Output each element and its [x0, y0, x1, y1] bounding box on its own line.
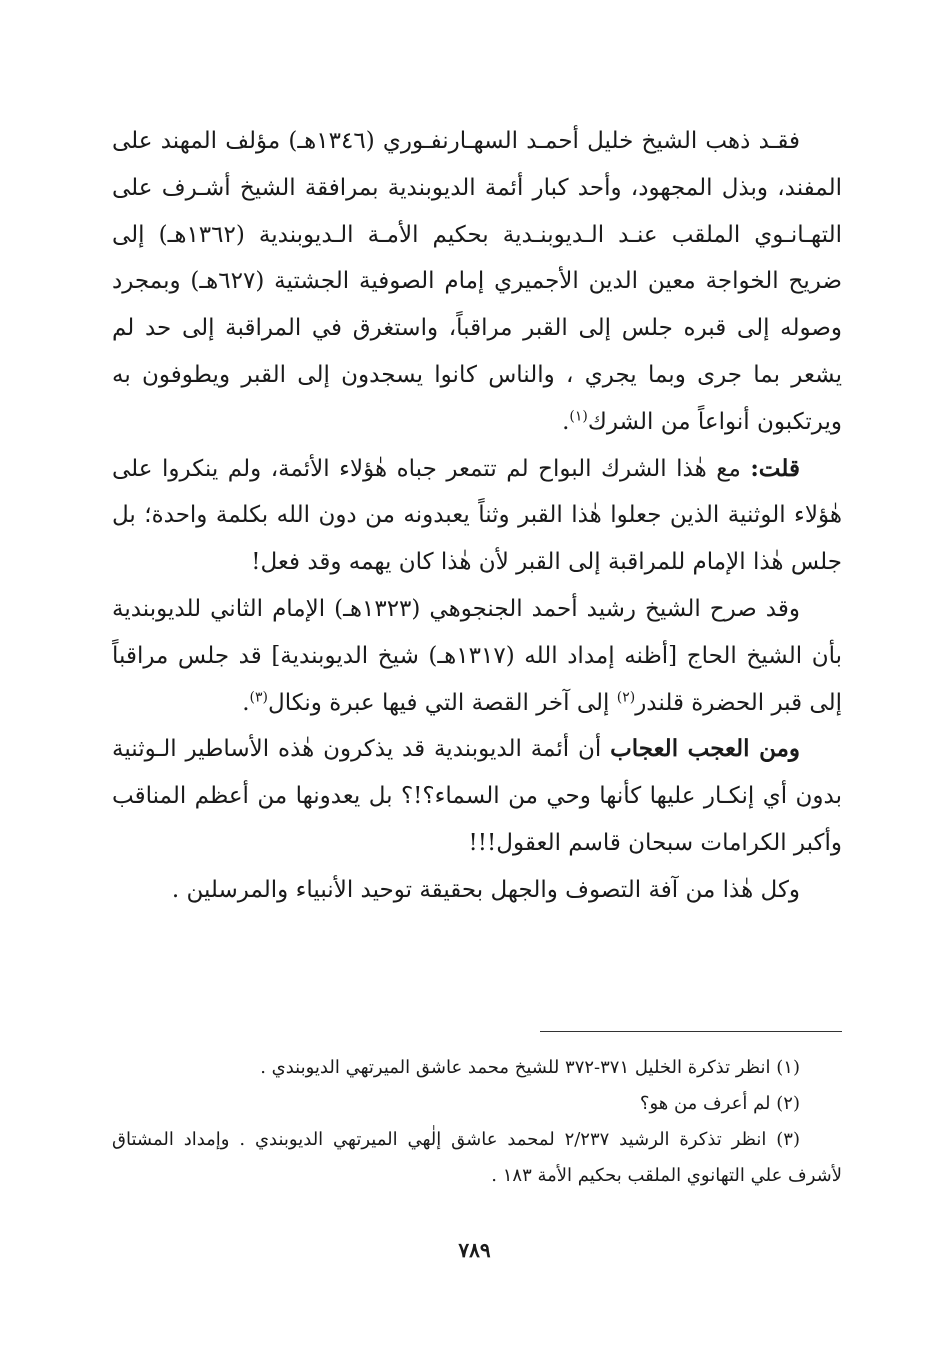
page-number: ٧٨٩ [458, 1238, 491, 1262]
paragraph-2-lead: قلت: [750, 454, 800, 482]
footnote-ref-2: (٢) [616, 688, 636, 705]
footnote-1: (١) انظر تذكرة الخليل ٣٧١-٣٧٢ للشيخ محمد عاشق الميرتهي الديوبندي . [260, 1057, 800, 1078]
paragraph-4-text: أن أئمة الديوبندية قد يذكرون هٰذه الأساطير الـوثنية بدون أي إنكـار عليها كأنها وحي من السماء؟!؟ بل يعدونها من أعظم المناقب وأكبر الكرامات سبحان قاسم العقول!!! [112, 736, 842, 856]
main-text [112, 118, 842, 914]
paragraph-3 [112, 586, 842, 726]
paragraph-1-end: . [562, 408, 570, 435]
footnote-2: (٢) لم أعرف من هو؟ [639, 1093, 800, 1114]
paragraph-2-text: مع هٰذا الشرك البواح لم تتمعر جباه هٰؤلاء الأئمة، ولم ينكروا على هٰؤلاء الوثنية الذين جعلوا هٰذا القبر وثناً يعبدونه من دون الله بكلمة واحدة؛ بل جلس هٰذا الإمام للمراقبة إلى القبر لأن هٰذا كان يهمه وقد فعل! [112, 455, 842, 576]
footnote-3: (٣) انظر تذكرة الرشيد ٢/٢٣٧ لمحمد عاشق إلٰهي الميرتهي الديوبندي . وإمداد المشتاق لأشرف علي التهانوي الملقب بحكيم الأمة ١٨٣ . [112, 1129, 842, 1186]
paragraph-1 [112, 118, 842, 446]
paragraph-2 [112, 446, 842, 586]
paragraph-3-middle: إلى آخر القصة التي فيها عبرة ونكال [267, 689, 617, 716]
footnote-ref-3: (٣) [249, 688, 268, 705]
footnote-divider [540, 1031, 842, 1032]
paragraph-4-lead: ومن العجب العجاب [610, 735, 801, 763]
paragraph-4 [112, 726, 842, 866]
paragraph-5 [112, 867, 842, 914]
footnote-ref-1: (١) [569, 408, 588, 425]
paragraph-1-text: فقـد ذهب الشيخ خليل أحمـد السهـارنفـوري (١٣٤٦هـ) مؤلف المهند على المفند، وبذل المجهود، وأحد كبار أئمة الديوبندية بمرافقة الشيخ أشـرف على التهـانـوي الملقب عنـد الـديوبنـدية بحكيم الأمـة الـديوبندية (١٣٦٢هـ) إلى ضريح الخواجة معين الدين الأجميري إمام الصوفية الجشتية (٦٢٧هـ) وبمجرد وصوله إلى قبره جلس إلى القبر مراقباً، واستغرق في المراقبة إلى حد لم يشعر بما جرى وبما يجري ، والناس كانوا يسجدون إلى القبر ويطوفون به ويرتكبون أنواعاً من الشرك [112, 128, 842, 435]
paragraph-5-text: وكل هٰذا من آفة التصوف والجهل بحقيقة توحيد الأنبياء والمرسلين . [171, 876, 800, 903]
paragraph-3-end: . [242, 689, 250, 716]
footnotes [112, 1050, 842, 1194]
paragraph-3-text: وقد صرح الشيخ رشيد أحمد الجنجوهي (١٣٢٣هـ) الإمام الثاني للديوبندية بأن الشيخ الحاج [أظنه إمداد الله (١٣١٧هـ) شيخ الديوبندية] قد جلس مراقباً إلى قبر الحضرة قلندر [112, 595, 842, 716]
